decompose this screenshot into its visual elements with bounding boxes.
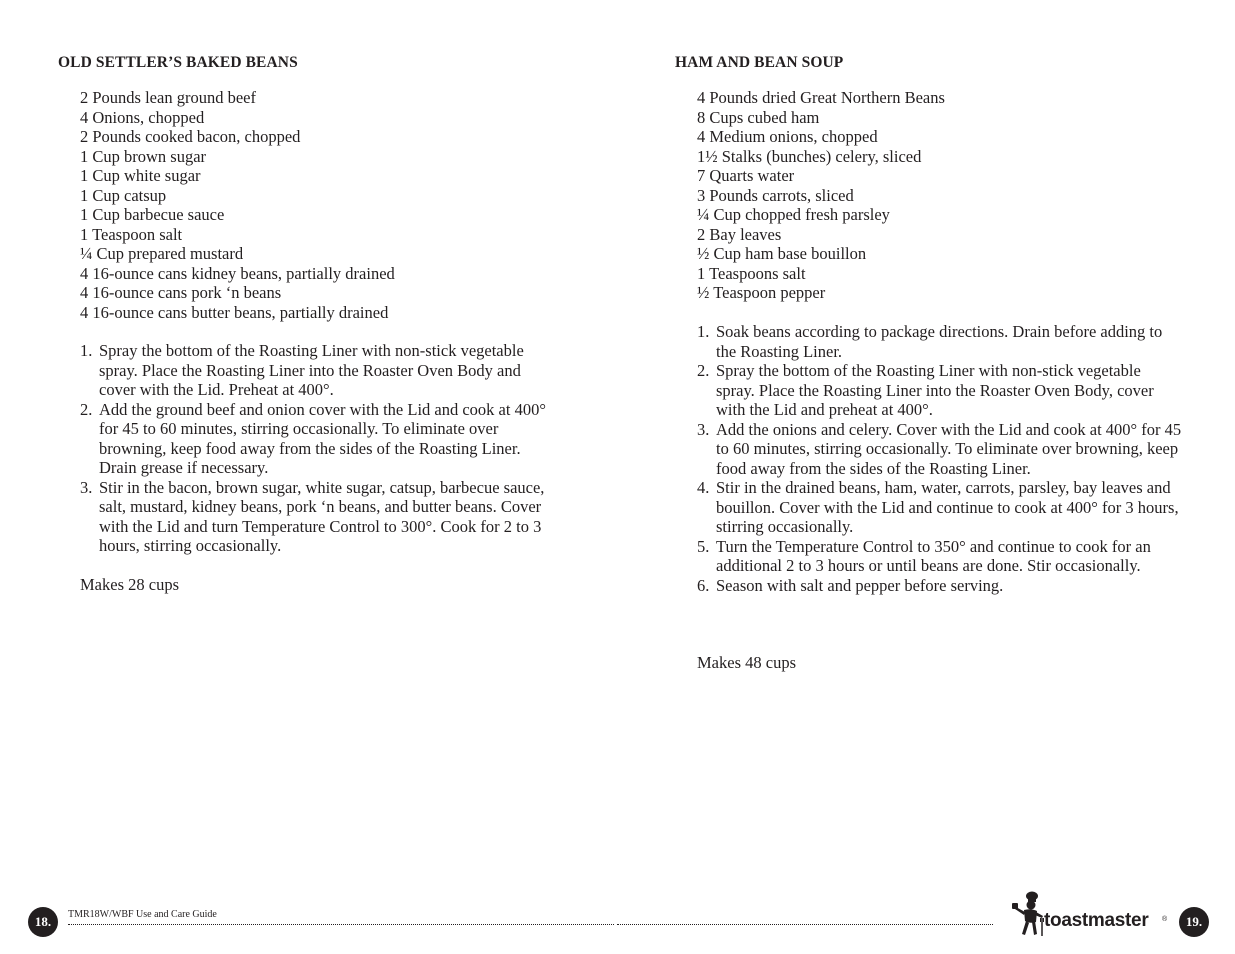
- ingredient-item: 3 Pounds carrots, sliced: [697, 185, 854, 205]
- ingredient-item: 1½ Stalks (bunches) celery, sliced: [697, 146, 922, 166]
- instruction-list: [697, 322, 1182, 595]
- step-number: 2.: [697, 361, 710, 380]
- step-text: Season with salt and pepper before serving.: [716, 575, 1004, 595]
- chef-mascot-icon: [1012, 890, 1046, 940]
- ingredient-item: 1 Cup white sugar: [80, 166, 201, 185]
- step-text: Stir in the bacon, brown sugar, white sugar, catsup, barbecue sauce, salt, mustard, kidney beans, pork ‘n beans, and butter beans. Cover with the Lid and turn Temperature Control to 300°. Cook for 2 to 3 hours, stirring occasionally.: [99, 477, 545, 555]
- ingredient-item: 1 Cup barbecue sauce: [80, 205, 225, 224]
- ingredient-item: ½ Cup ham base bouillon: [697, 244, 867, 263]
- instruction-step: [697, 576, 1182, 596]
- step-number: 3.: [697, 419, 710, 439]
- brand-logo: [1012, 890, 1172, 940]
- ingredient-item: ¼ Cup chopped fresh parsley: [697, 205, 890, 224]
- recipe-title: OLD SETTLER’S BAKED BEANS: [58, 54, 298, 71]
- ingredient-item: 2 Bay leaves: [697, 224, 782, 244]
- ingredient-item: ½ Teaspoon pepper: [697, 283, 826, 302]
- right-page: [617, 0, 1235, 954]
- footer-rule: [68, 924, 614, 925]
- instruction-step: [697, 478, 1182, 537]
- ingredient-item: 1 Teaspoons salt: [697, 263, 806, 283]
- ingredient-item: 4 16-ounce cans kidney beans, partially drained: [80, 263, 395, 283]
- ingredient-list: [80, 88, 395, 322]
- footer-rule: [617, 924, 993, 925]
- recipe-yield: Makes 48 cups: [697, 653, 796, 672]
- step-number: 2.: [80, 399, 93, 419]
- instruction-step: [80, 400, 560, 478]
- instruction-step: [697, 322, 1182, 361]
- instruction-step: [80, 478, 560, 556]
- instruction-list: [80, 341, 560, 556]
- step-number: 5.: [697, 536, 710, 556]
- ingredient-item: 2 Pounds cooked bacon, chopped: [80, 127, 301, 146]
- ingredient-list: [697, 88, 945, 303]
- step-text: Turn the Temperature Control to 350° and continue to cook for an additional 2 to 3 hours or until beans are done. Stir occasionally.: [716, 536, 1151, 575]
- ingredient-item: 7 Quarts water: [697, 166, 795, 185]
- ingredient-item: 4 Medium onions, chopped: [697, 127, 878, 146]
- step-text: Add the ground beef and onion cover with the Lid and cook at 400° for 45 to 60 minutes, stirring occasionally. To eliminate over browning, keep food away from the sides of the Roasting Liner. Drain grease if necessary.: [99, 399, 546, 477]
- recipe-yield: Makes 28 cups: [80, 575, 179, 594]
- step-number: 4.: [697, 478, 710, 497]
- step-number: 1.: [697, 322, 710, 341]
- ingredient-item: 1 Teaspoon salt: [80, 224, 183, 244]
- ingredient-item: 1 Cup brown sugar: [80, 146, 207, 166]
- step-text: Soak beans according to package directions. Drain before adding to the Roasting Liner.: [716, 322, 1163, 361]
- guide-label: TMR18W/WBF Use and Care Guide: [68, 909, 217, 920]
- step-number: 1.: [80, 341, 93, 360]
- ingredient-item: 8 Cups cubed ham: [697, 107, 820, 127]
- recipe-title: HAM AND BEAN SOUP: [675, 54, 844, 71]
- page-number-badge: 19.: [1179, 907, 1209, 937]
- ingredient-item: 4 Onions, chopped: [80, 107, 205, 127]
- instruction-step: [697, 361, 1182, 420]
- step-text: Stir in the drained beans, ham, water, carrots, parsley, bay leaves and bouillon. Cover with the Lid and continue to cook at 400° for 3 hours, stirring occasionally.: [716, 478, 1179, 536]
- registered-mark: ®: [1162, 916, 1168, 923]
- step-text: Spray the bottom of the Roasting Liner with non-stick vegetable spray. Place the Roasting Liner into the Roaster Oven Body and cover with the Lid. Preheat at 400°.: [99, 341, 524, 399]
- page-number-badge: 18.: [28, 907, 58, 937]
- step-text: Add the onions and celery. Cover with the Lid and cook at 400° for 45 to 60 minutes, stirring occasionally. To eliminate over browning, keep food away from the sides of the Roasting Liner.: [716, 419, 1182, 478]
- instruction-step: [697, 420, 1182, 479]
- ingredient-item: 2 Pounds lean ground beef: [80, 88, 256, 107]
- step-number: 6.: [697, 575, 710, 595]
- brand-name: toastmaster: [1044, 910, 1149, 931]
- instruction-step: [80, 341, 560, 400]
- ingredient-item: 4 Pounds dried Great Northern Beans: [697, 88, 945, 107]
- ingredient-item: 1 Cup catsup: [80, 185, 167, 205]
- left-page: [0, 0, 617, 954]
- ingredient-item: ¼ Cup prepared mustard: [80, 244, 244, 263]
- step-number: 3.: [80, 477, 93, 497]
- step-text: Spray the bottom of the Roasting Liner with non-stick vegetable spray. Place the Roasting Liner into the Roaster Oven Body, cover with the Lid and preheat at 400°.: [716, 361, 1154, 419]
- ingredient-item: 4 16-ounce cans pork ‘n beans: [80, 283, 282, 302]
- instruction-step: [697, 537, 1182, 576]
- ingredient-item: 4 16-ounce cans butter beans, partially drained: [80, 302, 389, 322]
